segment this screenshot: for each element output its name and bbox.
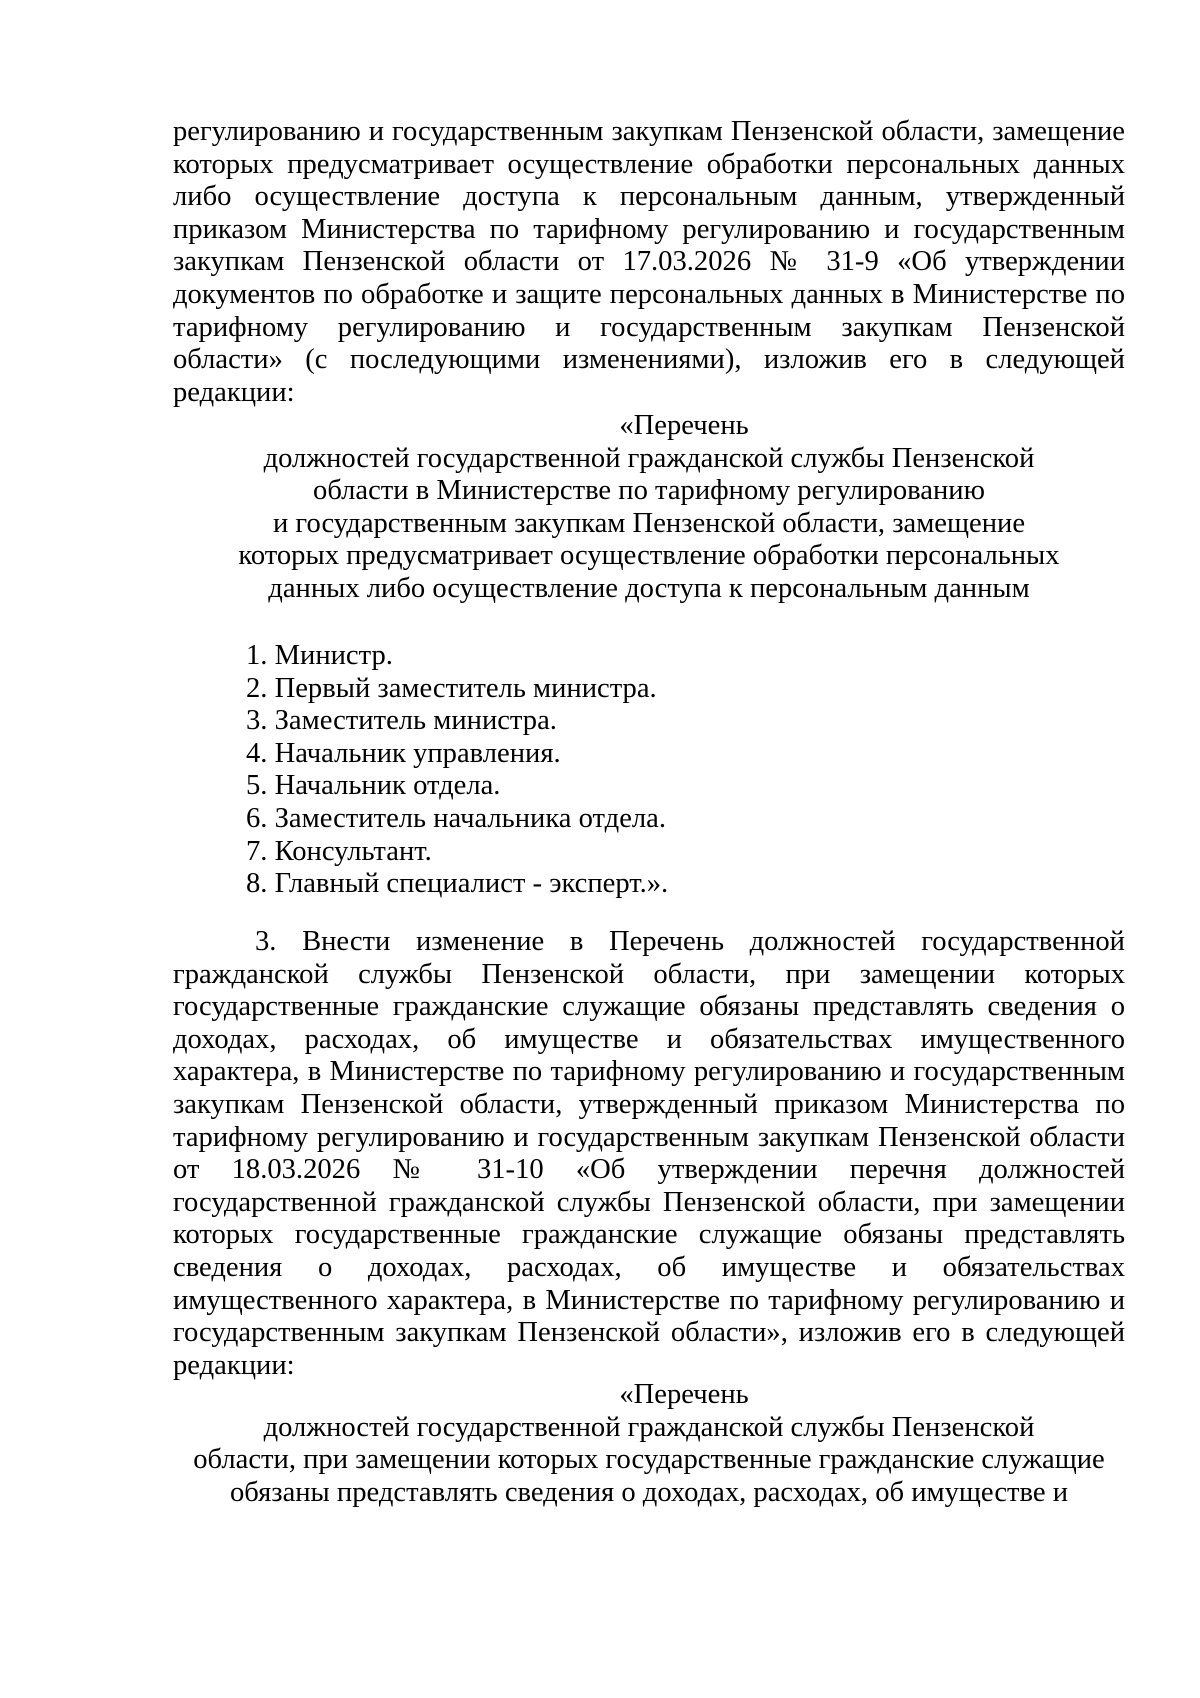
list-heading-line: должностей государственной гражданской службы Пензенской bbox=[263, 1411, 1035, 1443]
list-heading-income-disclosure bbox=[173, 1379, 1125, 1509]
list-item: 6. Заместитель начальника отдела. bbox=[246, 802, 667, 834]
body-paragraph-item-3: 3. Внести изменение в Перечень должностей государственной гражданской службы Пензенской области, при замещении которых государственные гражданские служащие обязаны представлять сведения о доходах, расходах, об имуществе и обязательствах имущественного характера, в Министерстве по тарифному регулированию и государственным закупкам Пензенской области, утвержденный приказом Министерства по тарифному регулированию и государственным закупкам Пензенской области от 18.03.2026 № 31-10 «Об утверждении перечня должностей государственной гражданской службы Пензенской области, при замещении которых государственные гражданские служащие обязаны представлять сведения о доходах, расходах, об имуществе и обязательствах имущественного характера, в Министерстве по тарифному регулированию и государственным закупкам Пензенской области», изложив его в следующей редакции: bbox=[173, 926, 1125, 1381]
list-item: 1. Министр. bbox=[246, 640, 393, 671]
list-heading-title: «Перечень bbox=[619, 1379, 749, 1410]
list-item: 8. Главный специалист - эксперт.». bbox=[246, 868, 669, 900]
list-item: 7. Консультант. bbox=[246, 835, 432, 867]
list-item: 4. Начальник управления. bbox=[246, 737, 561, 769]
list-heading-title: «Перечень bbox=[619, 410, 749, 441]
body-paragraph-continuation: регулированию и государственным закупкам Пензенской области, замещение которых предусматривает осуществление обработки персональных данных либо осуществление доступа к персональным данным, утвержденный приказом Министерства по тарифному регулированию и государственным закупкам Пензенской области от 17.03.2026 № 31-9 «Об утверждении документов по обработке и защите персональных данных в Министерстве по тарифному регулированию и государственным закупкам Пензенской области» (с последующими изменениями), изложив его в следующей редакции: bbox=[173, 116, 1125, 408]
list-item: 3. Заместитель министра. bbox=[246, 705, 557, 737]
list-heading-line: должностей государственной гражданской службы Пензенской bbox=[263, 442, 1035, 474]
list-item: 5. Начальник отдела. bbox=[246, 770, 501, 802]
list-heading-line: обязаны представлять сведения о доходах, расходах, об имуществе и bbox=[229, 1476, 1068, 1508]
list-heading-personal-data bbox=[173, 410, 1125, 606]
list-heading-line: и государственным закупкам Пензенской области, замещение bbox=[272, 507, 1026, 539]
positions-list bbox=[246, 640, 668, 901]
list-heading-line: данных либо осуществление доступа к персональным данным bbox=[268, 572, 1030, 604]
list-heading-line: которых предусматривает осуществление обработки персональных bbox=[238, 540, 1060, 572]
list-item: 2. Первый заместитель министра. bbox=[246, 672, 657, 704]
list-heading-line: области в Министерстве по тарифному регулированию bbox=[313, 475, 985, 507]
list-heading-line: области, при замещении которых государственные гражданские служащие bbox=[193, 1444, 1105, 1476]
